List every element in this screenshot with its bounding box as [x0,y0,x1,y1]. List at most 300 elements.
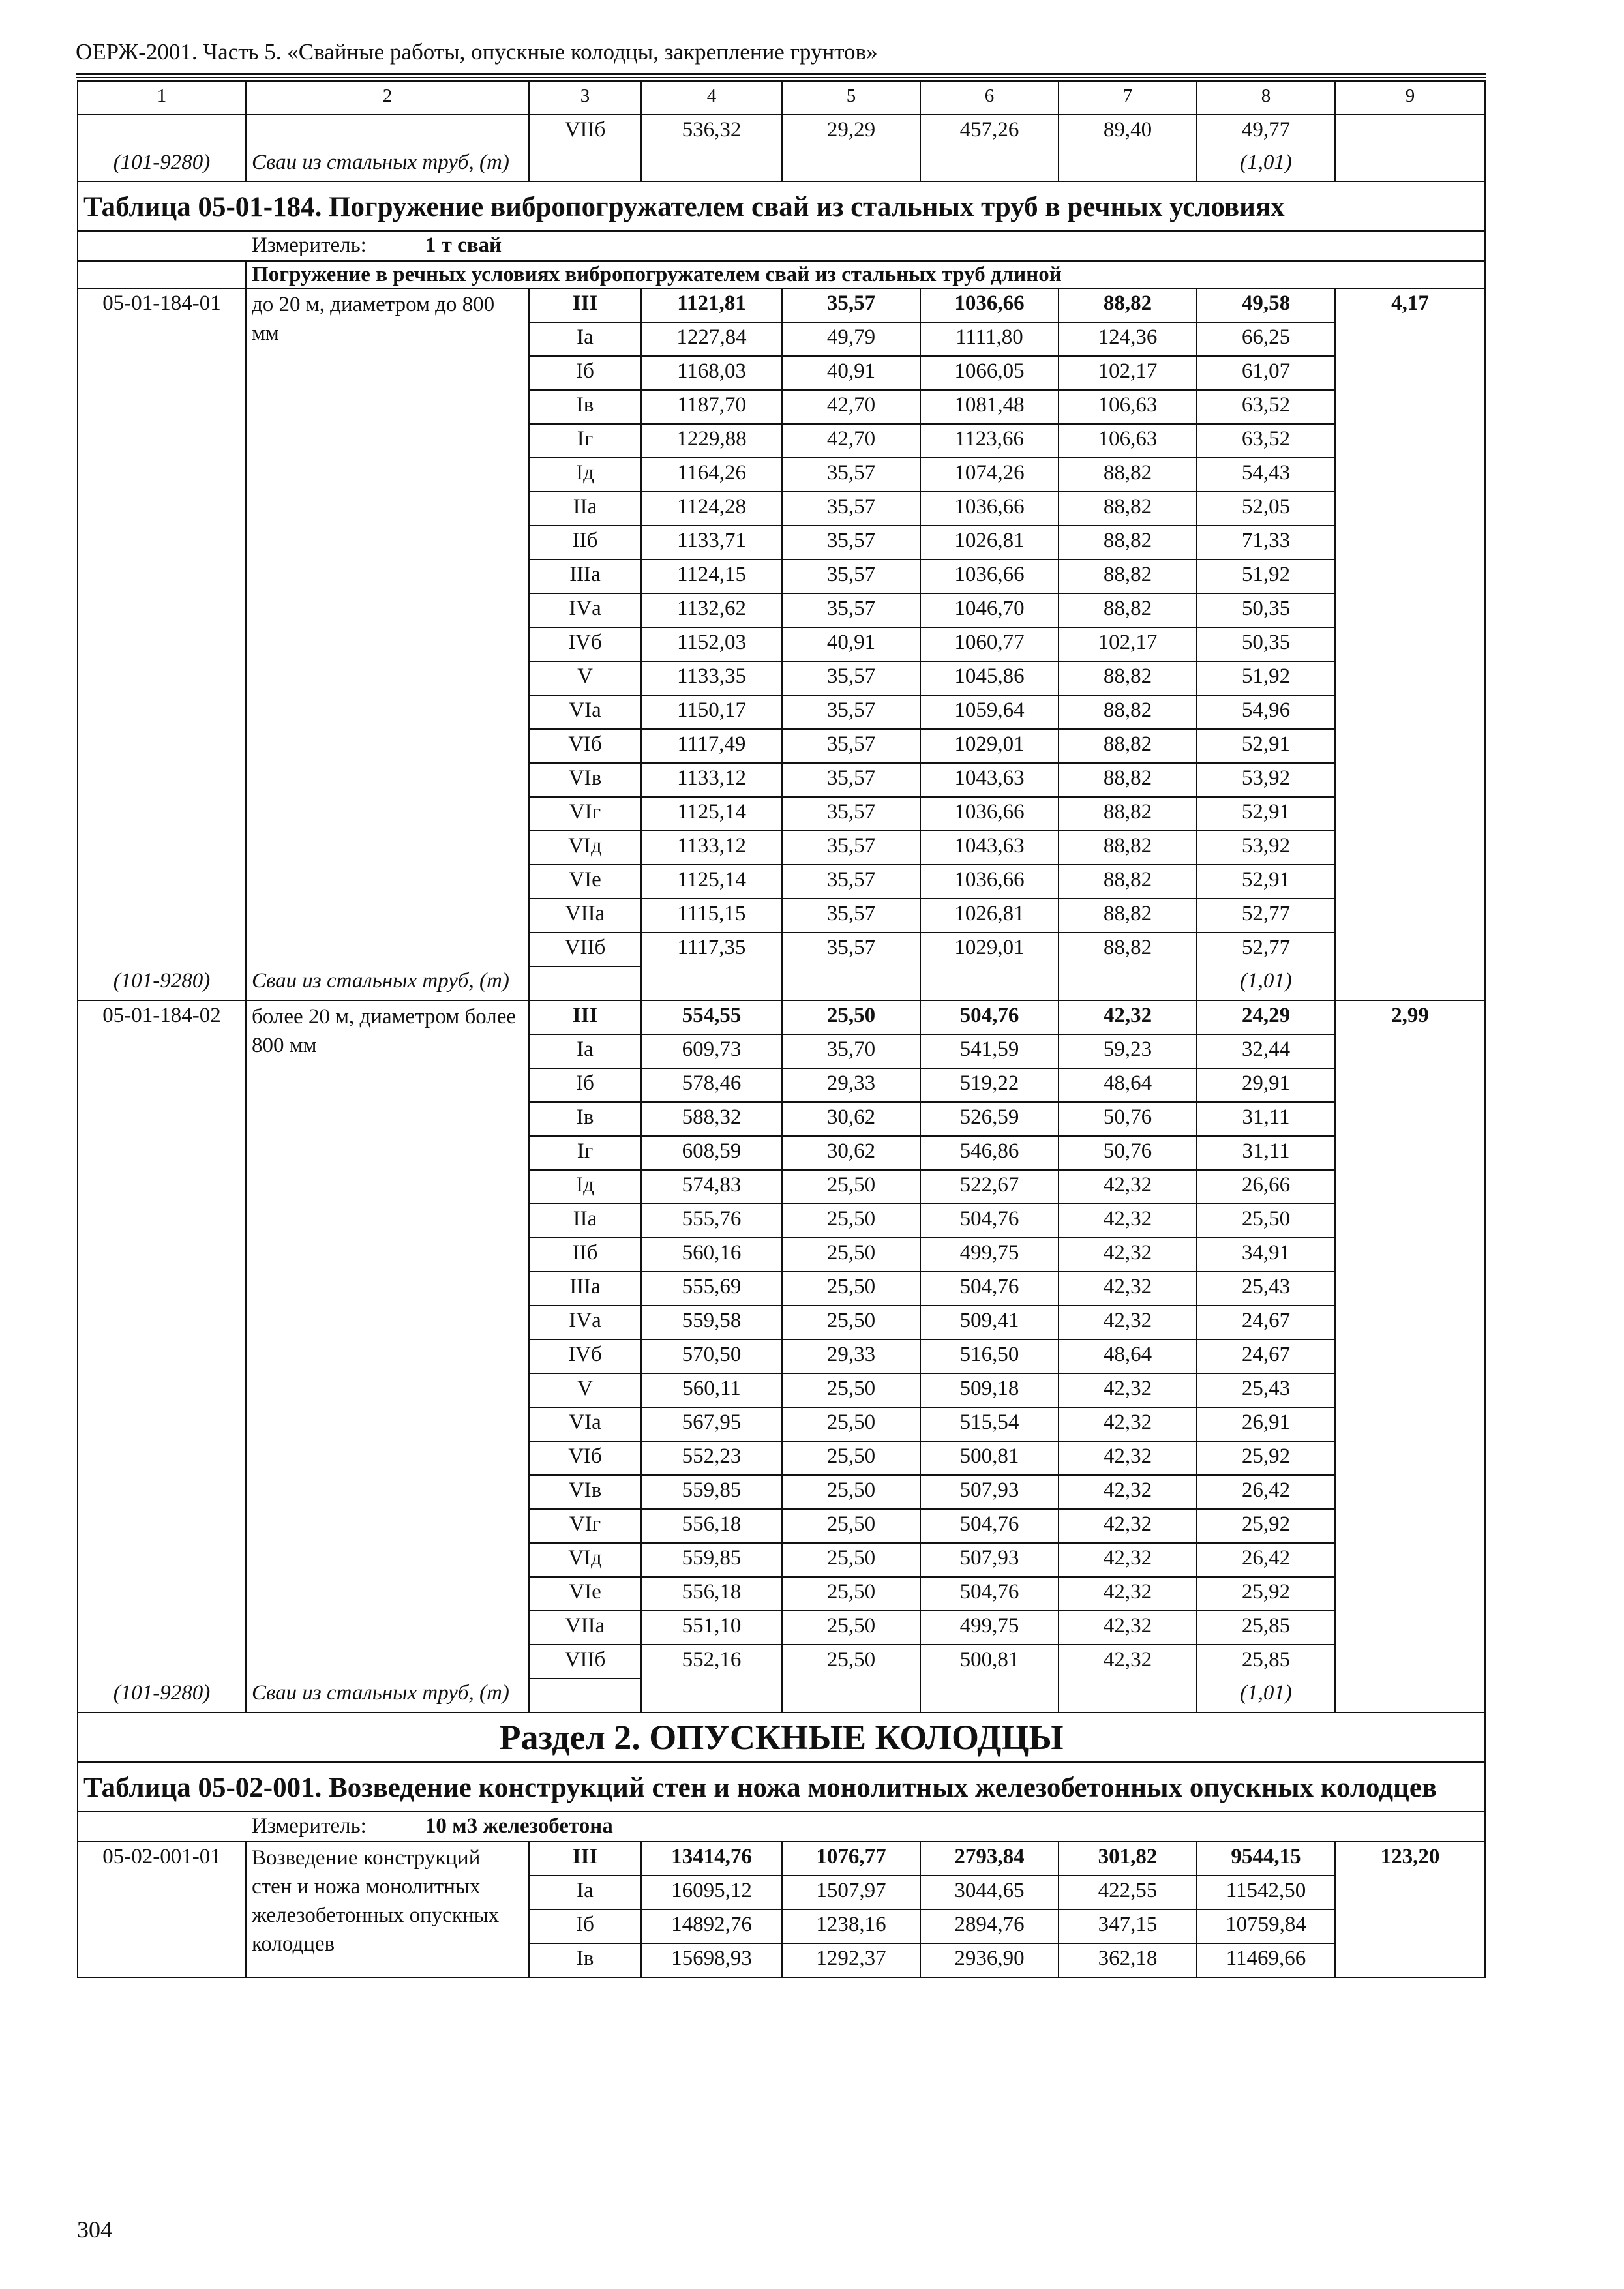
zone-cell: VIIа [529,899,641,933]
value-cell: 35,57 [782,661,920,695]
resource-name: Сваи из стальных труб, (т) [246,966,529,1000]
zone-cell: Iд [529,458,641,492]
value-cell: 1133,71 [641,526,782,560]
zone-cell: Iв [529,1943,641,1977]
value-cell: 14892,76 [641,1909,782,1943]
value-cell: 42,32 [1059,1170,1197,1204]
note-row [78,1679,1485,1713]
zone-cell: Iб [529,1068,641,1102]
column-number: 7 [1059,81,1197,115]
value-cell: 88,82 [1059,288,1197,322]
value-cell: 31,11 [1197,1102,1335,1136]
subheading-row [78,261,1485,288]
zone-cell: Iб [529,1909,641,1943]
zone-cell: VIIб [529,115,641,148]
value-cell: 1036,66 [920,865,1059,899]
value-cell: 1133,12 [641,831,782,865]
zone-cell: VIIб [529,933,641,966]
value-cell: 1043,63 [920,831,1059,865]
note-row [78,966,1485,1000]
value-cell: 66,25 [1197,322,1335,356]
value-cell: 89,40 [1059,115,1197,148]
value-cell: 570,50 [641,1339,782,1373]
value-cell: 609,73 [641,1034,782,1068]
zone-cell: IIа [529,492,641,526]
zone-cell: IIIа [529,560,641,593]
zone-cell [529,966,641,1000]
value-cell [782,148,920,181]
value-cell: 1117,35 [641,933,782,966]
value-cell: 1125,14 [641,865,782,899]
value-cell: 25,50 [782,1577,920,1611]
value-cell: 2936,90 [920,1943,1059,1977]
value-cell: 1133,35 [641,661,782,695]
measure-row [78,1812,1485,1842]
value-cell: 42,32 [1059,1204,1197,1238]
value-cell: 63,52 [1197,424,1335,458]
value-cell: 1121,81 [641,288,782,322]
value-cell: 50,76 [1059,1102,1197,1136]
value-cell: 35,57 [782,933,920,966]
zone-cell: VIв [529,1475,641,1509]
value-cell: 608,59 [641,1136,782,1170]
value-cell: 53,92 [1197,831,1335,865]
value-cell: 507,93 [920,1475,1059,1509]
table-row [78,1842,1485,1876]
zone-cell: V [529,1373,641,1407]
value-cell: 515,54 [920,1407,1059,1441]
value-cell: 567,95 [641,1407,782,1441]
value-cell: 516,50 [920,1339,1059,1373]
value-cell: 24,29 [1197,1000,1335,1034]
zone-cell: VIд [529,1543,641,1577]
subheading: Погружение в речных условиях вибропогружателем свай из стальных труб длиной [246,261,1485,288]
value-cell: 52,77 [1197,899,1335,933]
value-cell: 88,82 [1059,526,1197,560]
value-cell: 42,32 [1059,1577,1197,1611]
value-cell: 42,70 [782,424,920,458]
value-cell: 25,50 [782,1204,920,1238]
table-row [78,1000,1485,1034]
value-cell: 25,50 [782,1407,920,1441]
value-cell: 25,50 [782,1373,920,1407]
value-cell: 42,32 [1059,1441,1197,1475]
value-cell: 546,86 [920,1136,1059,1170]
value-cell: 35,57 [782,593,920,627]
value-cell: 30,62 [782,1102,920,1136]
value-cell: 50,76 [1059,1136,1197,1170]
value-cell: 507,93 [920,1543,1059,1577]
value-cell: 29,91 [1197,1068,1335,1102]
value-cell: 9544,15 [1197,1842,1335,1876]
value-cell: 25,50 [782,1000,920,1034]
value-cell: 88,82 [1059,763,1197,797]
zone-cell: VIа [529,695,641,729]
value-cell: 1043,63 [920,763,1059,797]
value-cell: 35,57 [782,831,920,865]
column-number: 4 [641,81,782,115]
resource-quantity: (1,01) [1197,966,1335,1000]
value-cell: 504,76 [920,1509,1059,1543]
value-cell: 554,55 [641,1000,782,1034]
value-cell: 556,18 [641,1509,782,1543]
value-cell: 541,59 [920,1034,1059,1068]
value-cell: 457,26 [920,115,1059,148]
value-cell: 1059,64 [920,695,1059,729]
table-title: Таблица 05-01-184. Погружение вибропогружателем свай из стальных труб в речных условиях [78,181,1485,231]
code-cell: 05-02-001-01 [78,1842,246,1977]
value-cell: 556,18 [641,1577,782,1611]
value-cell: 25,50 [782,1272,920,1306]
value-cell: 16095,12 [641,1876,782,1909]
value-cell: 35,57 [782,560,920,593]
value-cell: 29,33 [782,1339,920,1373]
value-cell: 88,82 [1059,661,1197,695]
value-cell: 63,52 [1197,390,1335,424]
value-cell [782,966,920,1000]
value-cell [1059,148,1197,181]
value-cell: 1124,28 [641,492,782,526]
value-cell: 11542,50 [1197,1876,1335,1909]
value-cell: 42,32 [1059,1238,1197,1272]
value-cell: 42,32 [1059,1407,1197,1441]
value-cell: 522,67 [920,1170,1059,1204]
table-title: Таблица 05-02-001. Возведение конструкций стен и ножа монолитных железобетонных опускных колодцев [78,1762,1485,1812]
rates-table [77,80,1486,1978]
zone-cell: IIа [529,1204,641,1238]
value-cell: 1117,49 [641,729,782,763]
value-cell: 536,32 [641,115,782,148]
value-cell: 2894,76 [920,1909,1059,1943]
value-cell: 40,91 [782,356,920,390]
resource-code: (101-9280) [78,148,246,181]
value-cell: 35,57 [782,797,920,831]
value-cell: 42,32 [1059,1611,1197,1645]
value-cell: 42,32 [1059,1000,1197,1034]
zone-cell: Iг [529,424,641,458]
table-row [78,288,1485,322]
zone-cell: Iа [529,322,641,356]
column-number: 3 [529,81,641,115]
value-cell: 52,91 [1197,797,1335,831]
value-cell: 1036,66 [920,492,1059,526]
value-cell: 25,50 [782,1441,920,1475]
value-cell: 52,05 [1197,492,1335,526]
value-cell: 25,43 [1197,1272,1335,1306]
value-cell: 500,81 [920,1441,1059,1475]
value-cell: 52,91 [1197,729,1335,763]
value-cell: 504,76 [920,1204,1059,1238]
value-cell: 88,82 [1059,695,1197,729]
zone-cell [529,148,641,181]
code-cell: 05-01-184-02 [78,1000,246,1679]
value-cell: 1111,80 [920,322,1059,356]
value-cell: 42,32 [1059,1272,1197,1306]
value-cell: 52,91 [1197,865,1335,899]
value-cell: 551,10 [641,1611,782,1645]
value-cell: 25,50 [782,1645,920,1679]
desc-cell: до 20 м, диаметром до 800 мм [246,288,529,966]
value-cell: 35,57 [782,458,920,492]
value-cell [641,148,782,181]
value-cell: 25,92 [1197,1509,1335,1543]
value-cell: 2793,84 [920,1842,1059,1876]
value-cell: 1029,01 [920,933,1059,966]
value-cell: 1029,01 [920,729,1059,763]
value-cell: 1238,16 [782,1909,920,1943]
value-cell: 1152,03 [641,627,782,661]
measure-row [78,231,1485,261]
value-cell: 88,82 [1059,492,1197,526]
value-cell [641,966,782,1000]
resource-quantity: (1,01) [1197,148,1335,181]
value-cell: 59,23 [1059,1034,1197,1068]
value-cell: 301,82 [1059,1842,1197,1876]
zone-cell: IVб [529,627,641,661]
value-cell: 61,07 [1197,356,1335,390]
value-cell: 559,85 [641,1475,782,1509]
measure-label: Измеритель: [252,1814,367,1838]
value-cell: 560,11 [641,1373,782,1407]
value-cell: 500,81 [920,1645,1059,1679]
value-cell: 555,76 [641,1204,782,1238]
value-cell: 25,50 [782,1475,920,1509]
value-cell [920,1679,1059,1713]
value-cell: 1081,48 [920,390,1059,424]
value-cell: 48,64 [1059,1339,1197,1373]
value-cell: 1036,66 [920,797,1059,831]
value-cell: 35,57 [782,865,920,899]
desc-cell [246,115,529,148]
value-cell: 1115,15 [641,899,782,933]
zone-cell: VIг [529,1509,641,1543]
zone-cell: Iа [529,1876,641,1909]
zone-cell: IVб [529,1339,641,1373]
value-cell [1059,966,1197,1000]
zone-cell: IIб [529,526,641,560]
value-cell: 88,82 [1059,865,1197,899]
zone-cell: VIе [529,865,641,899]
value-cell: 102,17 [1059,627,1197,661]
value-cell: 50,35 [1197,593,1335,627]
zone-cell: VIIб [529,1645,641,1679]
code-cell: 05-01-184-01 [78,288,246,966]
resource-code: (101-9280) [78,1679,246,1713]
value-cell: 1066,05 [920,356,1059,390]
zone-cell: Iб [529,356,641,390]
value-cell: 1229,88 [641,424,782,458]
value-cell: 48,64 [1059,1068,1197,1102]
subheading-spacer [78,261,246,288]
value-cell: 559,58 [641,1306,782,1339]
value-cell: 1046,70 [920,593,1059,627]
value-cell: 50,35 [1197,627,1335,661]
value-cell: 26,42 [1197,1475,1335,1509]
zone-cell: VIа [529,1407,641,1441]
desc-cell: Возведение конструкций стен и ножа монолитных железобетонных опускных колодцев [246,1842,529,1977]
value-cell: 54,96 [1197,695,1335,729]
value-cell: 24,67 [1197,1339,1335,1373]
value-cell: 35,57 [782,899,920,933]
value-cell: 1150,17 [641,695,782,729]
value-cell: 52,77 [1197,933,1335,966]
zone-cell: VIб [529,729,641,763]
value-cell: 88,82 [1059,797,1197,831]
value-cell: 88,82 [1059,593,1197,627]
measure-value: 1 т свай [425,233,502,257]
value-cell: 32,44 [1197,1034,1335,1068]
value-cell: 49,79 [782,322,920,356]
zone-cell: Iд [529,1170,641,1204]
code-cell [78,115,246,148]
value-cell: 552,23 [641,1441,782,1475]
value-cell: 71,33 [1197,526,1335,560]
value-cell: 362,18 [1059,1943,1197,1977]
value-cell: 26,91 [1197,1407,1335,1441]
value-cell: 499,75 [920,1238,1059,1272]
value-cell: 574,83 [641,1170,782,1204]
value-cell: 552,16 [641,1645,782,1679]
desc-cell: более 20 м, диаметром более 800 мм [246,1000,529,1679]
value-cell: 1124,15 [641,560,782,593]
table-title-row [78,181,1485,231]
value-cell: 29,29 [782,115,920,148]
zone-cell: VIIа [529,1611,641,1645]
value-cell: 509,18 [920,1373,1059,1407]
running-header: ОЕРЖ-2001. Часть 5. «Свайные работы, опускные колодцы, закрепление грунтов» [76,39,878,65]
value-cell: 1292,37 [782,1943,920,1977]
value-cell: 1074,26 [920,458,1059,492]
value-cell: 88,82 [1059,933,1197,966]
zone-cell: Iа [529,1034,641,1068]
value-cell: 25,50 [782,1238,920,1272]
section-title: Раздел 2. ОПУСКНЫЕ КОЛОДЦЫ [78,1713,1485,1762]
zone-cell: Iв [529,1102,641,1136]
value-cell: 13414,76 [641,1842,782,1876]
value-cell: 1168,03 [641,356,782,390]
value-cell: 26,66 [1197,1170,1335,1204]
value-cell: 504,76 [920,1577,1059,1611]
value-cell: 1227,84 [641,322,782,356]
zone-cell: VIд [529,831,641,865]
value-cell: 1132,62 [641,593,782,627]
col9-cell: 2,99 [1335,1000,1485,1713]
value-cell: 51,92 [1197,560,1335,593]
value-cell: 10759,84 [1197,1909,1335,1943]
col9-cell: 4,17 [1335,288,1485,1000]
value-cell [782,1679,920,1713]
column-number: 5 [782,81,920,115]
value-cell: 25,85 [1197,1611,1335,1645]
value-cell: 1123,66 [920,424,1059,458]
value-cell: 555,69 [641,1272,782,1306]
value-cell: 49,58 [1197,288,1335,322]
column-number: 6 [920,81,1059,115]
value-cell: 1133,12 [641,763,782,797]
value-cell: 1036,66 [920,560,1059,593]
value-cell: 578,46 [641,1068,782,1102]
value-cell: 35,57 [782,526,920,560]
measure-cell [78,1812,1485,1842]
value-cell: 124,36 [1059,322,1197,356]
value-cell: 25,50 [782,1543,920,1577]
resource-name: Сваи из стальных труб, (т) [246,1679,529,1713]
value-cell: 1026,81 [920,899,1059,933]
zone-cell: III [529,1000,641,1034]
value-cell: 42,32 [1059,1306,1197,1339]
value-cell [920,966,1059,1000]
zone-cell: VIе [529,1577,641,1611]
value-cell: 1507,97 [782,1876,920,1909]
value-cell: 42,32 [1059,1645,1197,1679]
value-cell: 422,55 [1059,1876,1197,1909]
value-cell: 42,32 [1059,1373,1197,1407]
zone-cell: VIв [529,763,641,797]
measure-label: Измеритель: [252,233,367,257]
value-cell: 25,85 [1197,1645,1335,1679]
value-cell: 49,77 [1197,115,1335,148]
col9-cell: 123,20 [1335,1842,1485,1977]
value-cell: 88,82 [1059,899,1197,933]
value-cell: 40,91 [782,627,920,661]
value-cell: 34,91 [1197,1238,1335,1272]
value-cell [1059,1679,1197,1713]
value-cell: 53,92 [1197,763,1335,797]
value-cell: 35,70 [782,1034,920,1068]
header-rule [76,73,1486,75]
zone-cell: IVа [529,593,641,627]
value-cell: 35,57 [782,288,920,322]
value-cell: 25,50 [782,1306,920,1339]
value-cell: 25,50 [782,1170,920,1204]
resource-code: (101-9280) [78,966,246,1000]
value-cell: 35,57 [782,695,920,729]
zone-cell: VIг [529,797,641,831]
value-cell: 54,43 [1197,458,1335,492]
value-cell: 25,50 [782,1509,920,1543]
value-cell: 1026,81 [920,526,1059,560]
value-cell: 25,50 [782,1611,920,1645]
column-number: 1 [78,81,246,115]
value-cell: 88,82 [1059,831,1197,865]
value-cell: 35,57 [782,763,920,797]
table-row [78,115,1485,148]
zone-cell: Iв [529,390,641,424]
value-cell: 1125,14 [641,797,782,831]
value-cell: 51,92 [1197,661,1335,695]
value-cell: 504,76 [920,1000,1059,1034]
value-cell: 519,22 [920,1068,1059,1102]
value-cell: 29,33 [782,1068,920,1102]
zone-cell: IIб [529,1238,641,1272]
value-cell: 42,32 [1059,1475,1197,1509]
value-cell: 3044,65 [920,1876,1059,1909]
value-cell: 102,17 [1059,356,1197,390]
zone-cell: IIIа [529,1272,641,1306]
page-number: 304 [77,2217,112,2243]
value-cell: 31,11 [1197,1136,1335,1170]
value-cell: 1036,66 [920,288,1059,322]
value-cell: 1187,70 [641,390,782,424]
value-cell: 1164,26 [641,458,782,492]
note-row [78,148,1485,181]
column-number: 2 [246,81,529,115]
value-cell: 42,70 [782,390,920,424]
value-cell: 1076,77 [782,1842,920,1876]
value-cell: 25,92 [1197,1577,1335,1611]
value-cell: 26,42 [1197,1543,1335,1577]
value-cell: 25,92 [1197,1441,1335,1475]
